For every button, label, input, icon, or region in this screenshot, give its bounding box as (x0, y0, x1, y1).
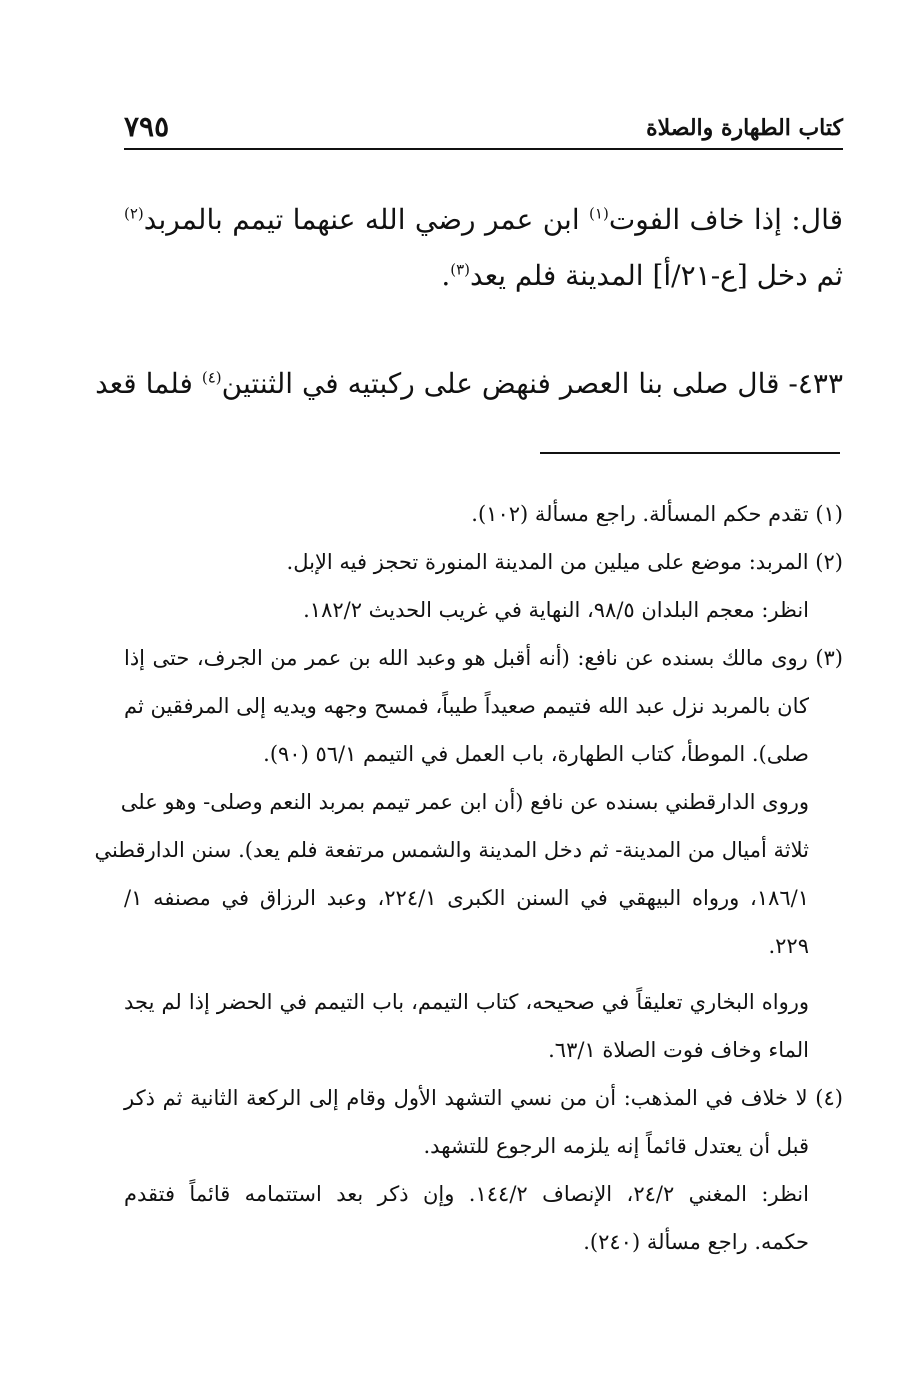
text-run: ثم دخل [ع-٢١/أ] المدينة فلم يعد (470, 259, 843, 292)
footnote-3-line: الماء وخاف فوت الصلاة ٦٣/١. (548, 1038, 809, 1062)
footnote-marker-3: (٣) (450, 260, 471, 279)
footnote-3-line: (٣) روى مالك بسنده عن نافع: (أنه أقبل هو وعبد الله بن عمر من الجرف، حتى إذا (124, 646, 843, 670)
page-number: ٧٩٥ (124, 110, 170, 143)
main-paragraph-1 (124, 192, 843, 304)
running-header (124, 112, 843, 148)
footnote-4-line: قبل أن يعتدل قائماً إنه يلزمه الرجوع للتشهد. (423, 1134, 809, 1158)
text-run: ابن عمر رضي الله عنهما تيمم بالمربد (143, 203, 590, 236)
footnote-3-line: ورواه البخاري تعليقاً في صحيحه، كتاب التيمم، باب التيمم في الحضر إذا لم يجد (124, 990, 809, 1014)
text-run: ٤٣٣- قال صلى بنا العصر فنهض على ركبتيه في الثنتين (221, 367, 843, 400)
footnote-3-line: ٢٢٩. (768, 934, 809, 958)
footnotes-block (94, 490, 843, 970)
header-title: كتاب الطهارة والصلاة (646, 115, 843, 141)
footnote-marker-1: (١) (589, 204, 609, 223)
main-paragraph-2 (95, 356, 843, 412)
footnote-4-line: حكمه. راجع مسألة (٢٤٠). (583, 1230, 809, 1254)
footnote-1: (١) تقدم حكم المسألة. راجع مسألة (١٠٢). (471, 502, 843, 526)
footnote-separator (540, 452, 840, 454)
footnotes-block-cont (124, 978, 843, 1266)
footnote-3-line: صلى). الموطأ، كتاب الطهارة، باب العمل في التيمم ٥٦/١ (٩٠). (263, 742, 809, 766)
footnote-3-line: كان بالمربد نزل عبد الله فتيمم صعيداً طيباً، فمسح وجهه ويديه إلى المرفقين ثم (124, 694, 809, 718)
footnote-3-line: ثلاثة أميال من المدينة- ثم دخل المدينة والشمس مرتفعة فلم يعد). سنن الدارقطني (94, 838, 809, 862)
footnote-3-line: ١٨٦/١، ورواه البيهقي في السنن الكبرى ٢٢٤/١، وعبد الرزاق في مصنفه ١/ (124, 886, 810, 910)
footnote-marker-2: (٢) (124, 204, 144, 223)
footnote-4-line: (٤) لا خلاف في المذهب: أن من نسي التشهد الأول وقام إلى الركعة الثانية ثم ذكر (124, 1086, 843, 1110)
main-line (124, 248, 843, 304)
footnote-4-line: انظر: المغني ٢٤/٢، الإنصاف ١٤٤/٢. وإن ذكر بعد استتمامه قائماً فتقدم (124, 1182, 809, 1206)
footnote-marker-4: (٤) (201, 368, 222, 387)
text-run: . (441, 259, 451, 292)
text-run: قال: إذا خاف الفوت (608, 203, 843, 236)
text-run: فلما قعد (95, 367, 202, 400)
main-line (95, 356, 843, 412)
header-rule (124, 148, 843, 150)
main-line (124, 192, 843, 248)
footnote-2: (٢) المربد: موضع على ميلين من المدينة المنورة تحجز فيه الإبل. (286, 550, 843, 574)
footnote-3-line: وروى الدارقطني بسنده عن نافع (أن ابن عمر تيمم بمربد النعم وصلى- وهو على (120, 790, 809, 814)
footnote-2-source: انظر: معجم البلدان ٩٨/٥، النهاية في غريب الحديث ١٨٢/٢. (303, 598, 809, 622)
